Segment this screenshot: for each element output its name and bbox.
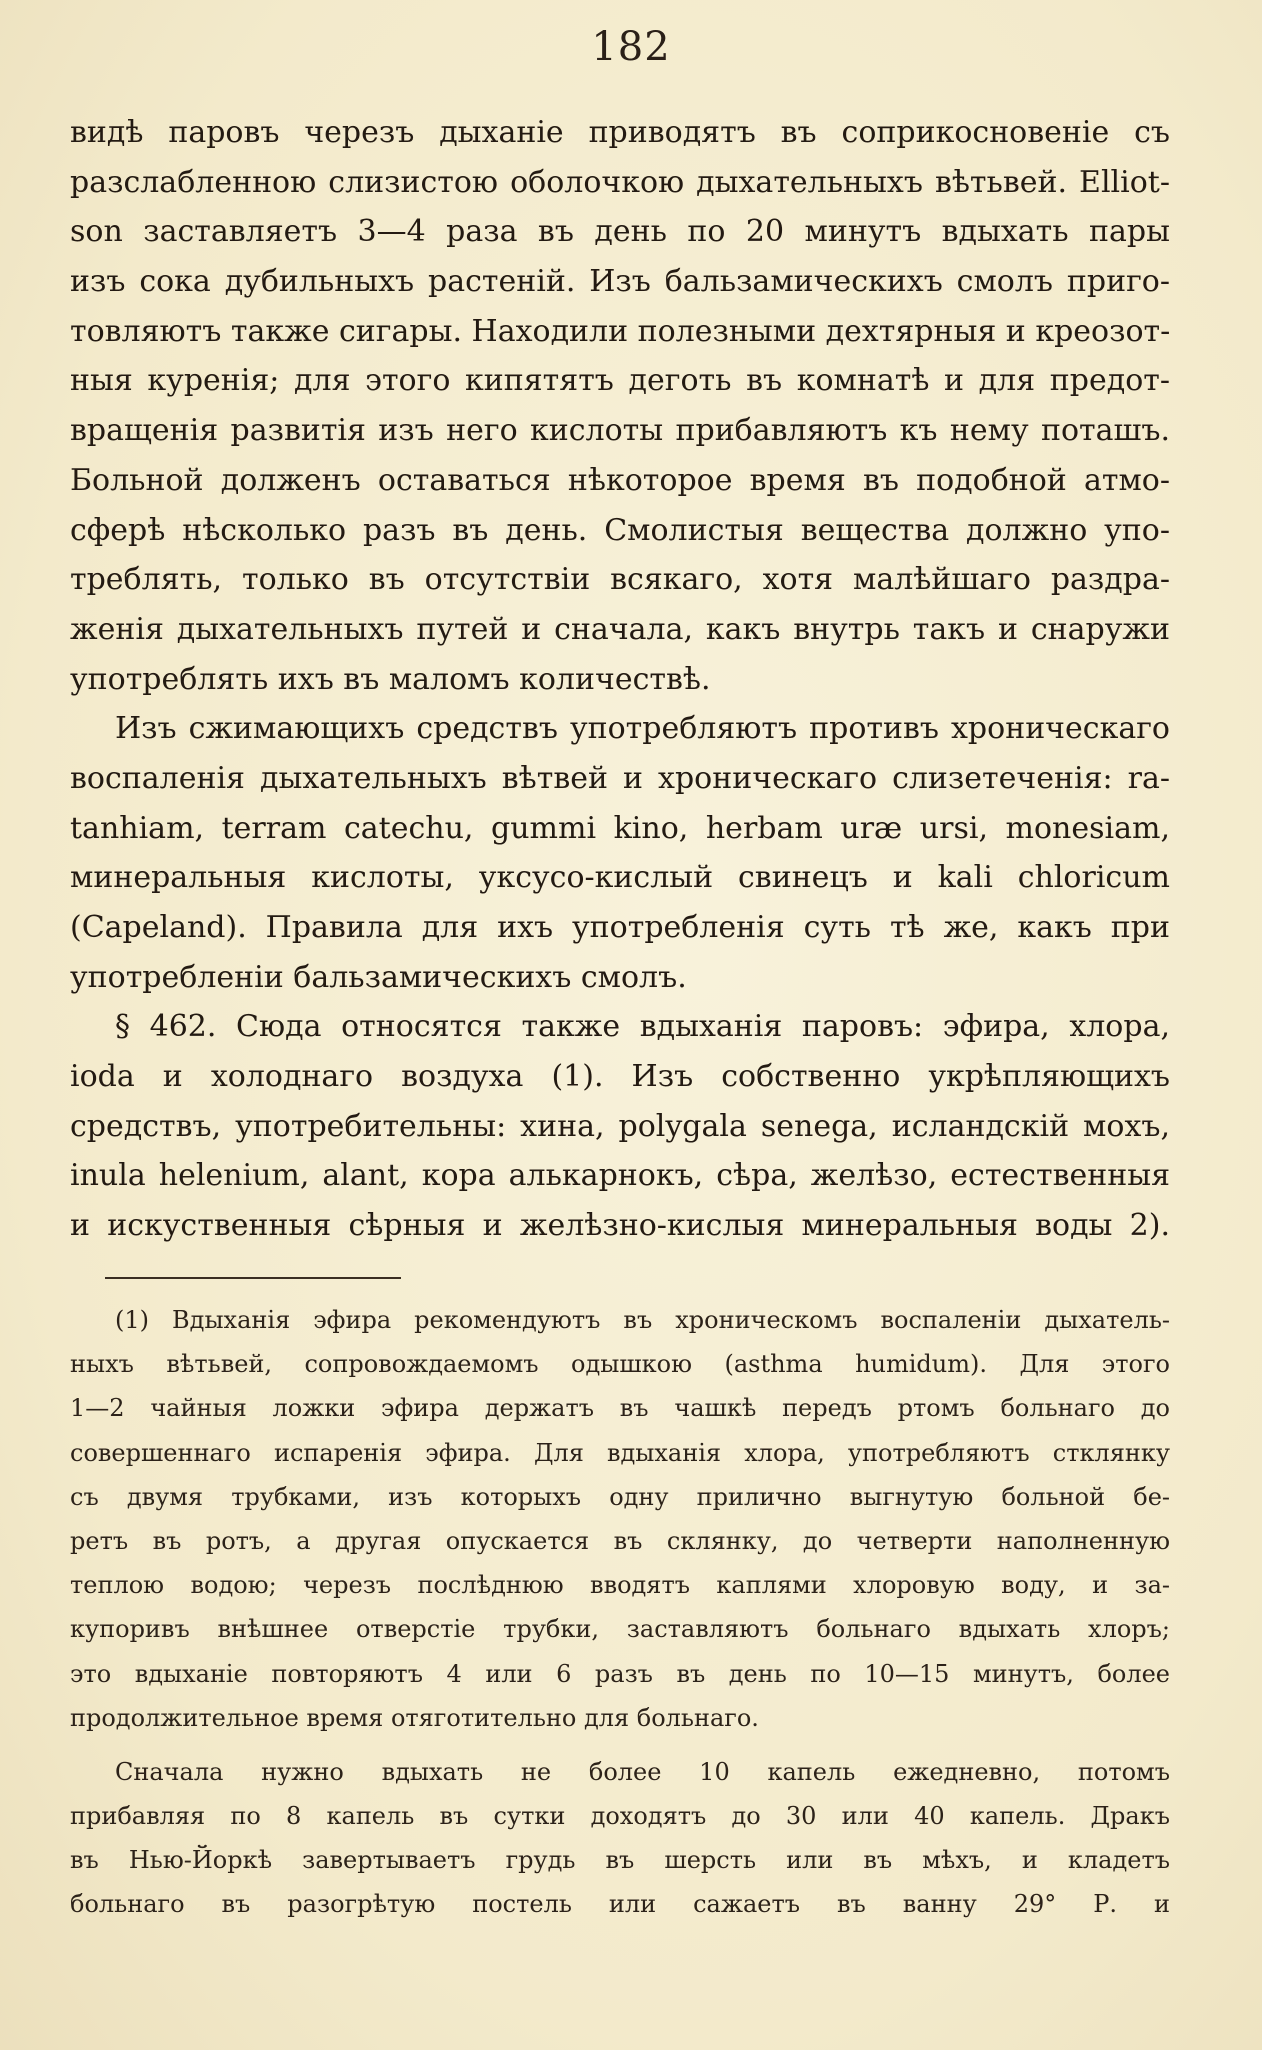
text-line: воспаленія дыхательныхъ вѣтвей и хроническаго слизетеченія: ra- bbox=[70, 760, 1170, 796]
footnote-line: больнаго въ разогрѣтую постель или сажаетъ въ ванну 29° Р. и bbox=[70, 1890, 1170, 1919]
text-line: вращенія развитія изъ него кислоты прибавляютъ къ нему поташъ. bbox=[70, 413, 1170, 449]
section-line: § 462. Сюда относятся также вдыханія паровъ: эфира, хлора, bbox=[115, 1009, 1170, 1045]
text-line: и искуственныя сѣрныя и желѣзно-кислыя минеральныя воды 2). bbox=[70, 1208, 1170, 1244]
page-number: 182 bbox=[591, 24, 671, 70]
text-line: (Capeland). Правила для ихъ употребленія суть тѣ же, какъ при bbox=[70, 910, 1170, 945]
footnote-line: прибавляя по 8 капель въ сутки доходятъ до 30 или 40 капель. Дракъ bbox=[70, 1802, 1170, 1831]
text-line: употребленіи бальзамическихъ смолъ. bbox=[70, 959, 687, 995]
footnote-line: (1) Вдыханія эфира рекомендуютъ въ хроническомъ воспаленіи дыхатель- bbox=[115, 1306, 1170, 1334]
text-line: товляютъ также сигары. Находили полезными дехтярныя и креозот- bbox=[70, 313, 1170, 349]
text-line: треблять, только въ отсутствіи всякаго, хотя малѣйшаго раздра- bbox=[70, 562, 1170, 598]
main-text bbox=[70, 108, 1170, 1251]
text-line: Больной долженъ оставаться нѣкоторое время въ подобной атмо- bbox=[70, 462, 1170, 498]
footnote-line: совершеннаго испаренія эфира. Для вдыханія хлора, употребляютъ стклянку bbox=[70, 1438, 1170, 1467]
text-line: Изъ сжимающихъ средствъ употребляютъ противъ хроническаго bbox=[115, 711, 1170, 747]
text-line: женія дыхательныхъ путей и сначала, какъ внутрь такъ и снаружи bbox=[70, 611, 1170, 647]
text-line: ныя куренія; для этого кипятятъ деготь въ комнатѣ и для предот- bbox=[70, 363, 1170, 399]
text-line: разслабленною слизистою оболочкою дыхательныхъ вѣтьвей. Elliot- bbox=[70, 164, 1170, 200]
footnote-line: ныхъ вѣтьвей, сопровождаемомъ одышкою (asthma humidum). Для этого bbox=[70, 1350, 1170, 1379]
footnote-divider bbox=[105, 1277, 401, 1279]
text-line: сферѣ нѣсколько разъ въ день. Смолистыя вещества должно упо- bbox=[70, 512, 1170, 548]
text-line: употреблять ихъ въ маломъ количествѣ. bbox=[70, 661, 711, 697]
text-line: минеральныя кислоты, уксусо-кислый свинецъ и kali chloricum bbox=[70, 860, 1170, 896]
text-line: средствъ, употребительны: хина, polygala senega, исландскій мохъ, bbox=[70, 1108, 1170, 1144]
text-line: inula helenium, alant, кора алькарнокъ, сѣра, желѣзо, естественныя bbox=[70, 1158, 1170, 1194]
footnote-line: 1—2 чайныя ложки эфира держатъ въ чашкѣ передъ ртомъ больнаго до bbox=[70, 1394, 1170, 1423]
footnote-line: въ Нью-Йоркѣ завертываетъ грудь въ шерсть или въ мѣхъ, и кладетъ bbox=[70, 1846, 1170, 1875]
footnote-line: купоривъ внѣшнее отверстіе трубки, заставляютъ больнаго вдыхать хлоръ; bbox=[70, 1615, 1170, 1644]
footnote-line: съ двумя трубками, изъ которыхъ одну прилично выгнутую больной бе- bbox=[70, 1482, 1170, 1511]
footnote-line: продолжительное время отяготительно для больнаго. bbox=[70, 1703, 759, 1732]
text-line: tanhiam, terram catechu, gummi kino, herbam uræ ursi, monesiam, bbox=[70, 810, 1170, 846]
footnotes bbox=[70, 1298, 1170, 1927]
footnote-line: ретъ въ ротъ, а другая опускается въ склянку, до четверти наполненную bbox=[70, 1526, 1170, 1555]
text-line: видѣ паровъ черезъ дыханіе приводятъ въ соприкосновеніе съ bbox=[70, 115, 1170, 150]
footnote-line: Сначала нужно вдыхать не более 10 капель ежедневно, потомъ bbox=[115, 1757, 1170, 1786]
text-line: изъ сока дубильныхъ растеній. Изъ бальзамическихъ смолъ приго- bbox=[70, 264, 1170, 300]
text-line: son заставляетъ 3—4 раза въ день по 20 минутъ вдыхать пары bbox=[70, 214, 1170, 250]
text-line: ioda и холоднаго воздуха (1). Изъ собственно укрѣпляющихъ bbox=[70, 1059, 1170, 1095]
footnote-gap bbox=[70, 1740, 1170, 1750]
footnote-line: это вдыханіе повторяютъ 4 или 6 разъ въ день по 10—15 минутъ, более bbox=[70, 1659, 1170, 1688]
footnote-line: теплою водою; черезъ послѣднюю вводятъ каплями хлоровую воду, и за- bbox=[70, 1571, 1170, 1600]
